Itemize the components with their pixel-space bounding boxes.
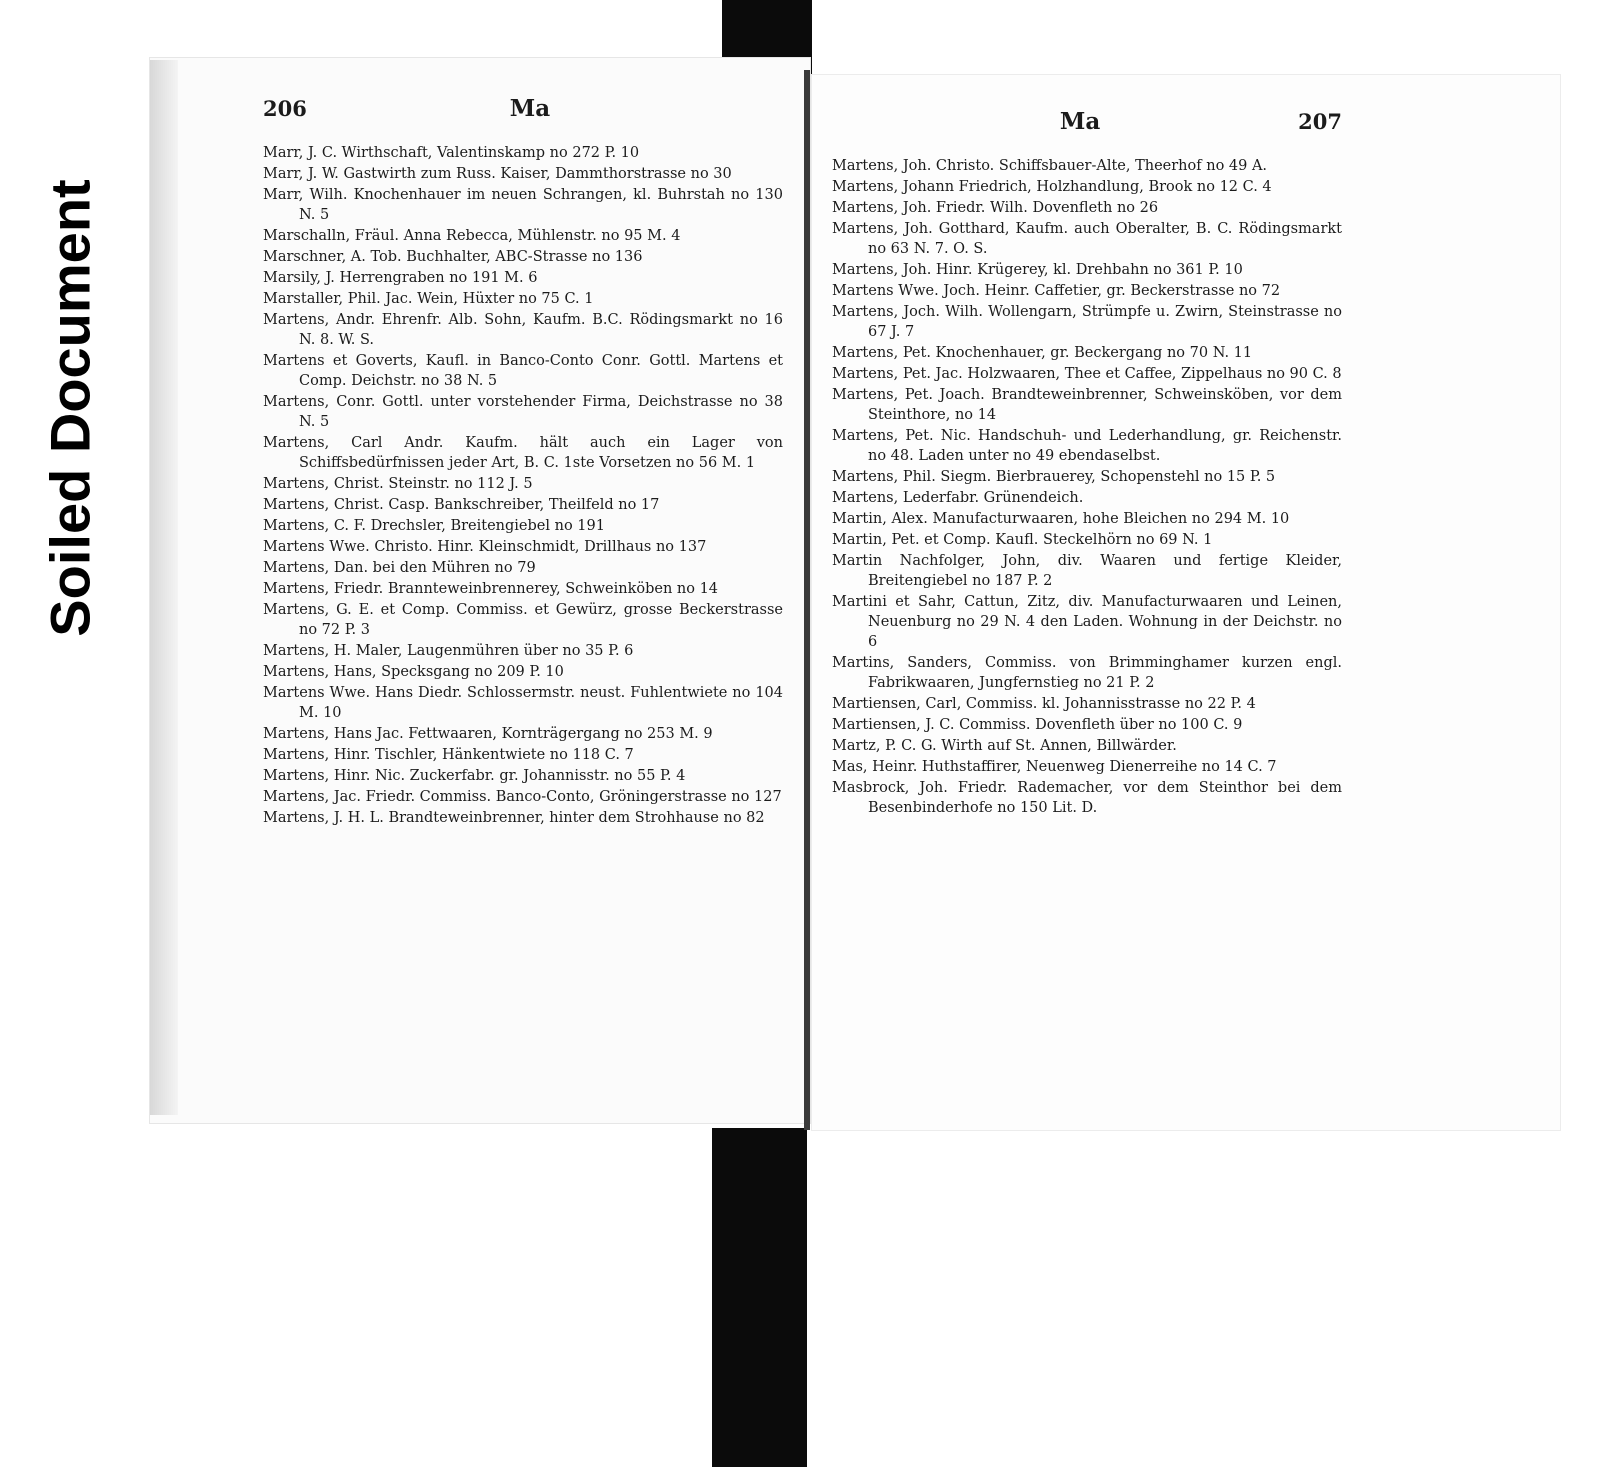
directory-entry: Martiensen, J. C. Commiss. Dovenfleth über no 100 C. 9 xyxy=(832,717,1243,733)
directory-entry: Martens, C. F. Drechsler, Breitengiebel no 191 xyxy=(263,518,605,534)
directory-entry: Martens, Christ. Steinstr. no 112 J. 5 xyxy=(263,476,533,492)
directory-entry: Martin Nachfolger, John, div. Waaren und fertige Kleider, Breitengiebel no 187 P. 2 xyxy=(832,553,1342,589)
directory-entry: Martin, Alex. Manufacturwaaren, hohe Bleichen no 294 M. 10 xyxy=(832,511,1290,527)
directory-entry: Martens, Johann Friedrich, Holzhandlung, Brook no 12 C. 4 xyxy=(832,179,1272,195)
directory-entry: Martens, Pet. Knochenhauer, gr. Beckergang no 70 N. 11 xyxy=(832,345,1253,361)
directory-entry: Marstaller, Phil. Jac. Wein, Hüxter no 75 C. 1 xyxy=(263,291,594,307)
directory-entry: Martens, Carl Andr. Kaufm. hält auch ein Lager von Schiffsbedürfnissen jeder Art, B. C. 1ste Vorsetzen no 56 M. 1 xyxy=(263,435,783,471)
directory-entry: Marr, Wilh. Knochenhauer im neuen Schrangen, kl. Buhrstah no 130 N. 5 xyxy=(263,187,783,223)
right-page xyxy=(832,108,1342,819)
directory-entry: Martens Wwe. Hans Diedr. Schlossermstr. neust. Fuhlentwiete no 104 M. 10 xyxy=(263,685,783,721)
directory-entry: Martens, Pet. Joach. Brandteweinbrenner, Schweinsköben, vor dem Steinthore, no 14 xyxy=(832,387,1342,423)
directory-entry: Martens, Lederfabr. Grünendeich. xyxy=(832,490,1084,506)
left-page xyxy=(263,95,783,829)
directory-entry: Marr, J. C. Wirthschaft, Valentinskamp no 272 P. 10 xyxy=(263,145,640,161)
directory-entry: Martens, Hans Jac. Fettwaaren, Kornträgergang no 253 M. 9 xyxy=(263,726,713,742)
directory-entry: Martins, Sanders, Commiss. von Brimminghamer kurzen engl. Fabrikwaaren, Jungfernstieg no 21 P. 2 xyxy=(832,655,1342,691)
left-page-number: 206 xyxy=(263,96,307,121)
directory-entry: Martens, Friedr. Brannteweinbrennerey, Schweinköben no 14 xyxy=(263,581,719,597)
directory-entry: Martens, Conr. Gottl. unter vorstehender Firma, Deichstrasse no 38 N. 5 xyxy=(263,394,783,430)
right-page-number: 207 xyxy=(1298,109,1342,134)
directory-entry: Martens, Hans, Specksgang no 209 P. 10 xyxy=(263,664,564,680)
left-directory-entries xyxy=(263,143,783,828)
right-section-heading: Ma xyxy=(1059,108,1101,135)
directory-entry: Martens et Goverts, Kaufl. in Banco-Conto Conr. Gottl. Martens et Comp. Deichstr. no 38 N. 5 xyxy=(263,353,783,389)
directory-entry: Martens, Hinr. Tischler, Hänkentwiete no 118 C. 7 xyxy=(263,747,634,763)
right-directory-entries xyxy=(832,156,1342,818)
directory-entry: Martens, Pet. Jac. Holzwaaren, Thee et Caffee, Zippelhaus no 90 C. 8 xyxy=(832,366,1342,382)
directory-entry: Martiensen, Carl, Commiss. kl. Johannisstrasse no 22 P. 4 xyxy=(832,696,1256,712)
directory-entry: Masbrock, Joh. Friedr. Rademacher, vor dem Steinthor bei dem Besenbinderhofe no 150 Lit. D. xyxy=(832,780,1342,816)
directory-entry: Marschalln, Fräul. Anna Rebecca, Mühlenstr. no 95 M. 4 xyxy=(263,228,681,244)
directory-entry: Martens, Hinr. Nic. Zuckerfabr. gr. Johannisstr. no 55 P. 4 xyxy=(263,768,686,784)
directory-entry: Marsily, J. Herrengraben no 191 M. 6 xyxy=(263,270,538,286)
directory-entry: Martens, Dan. bei den Mühren no 79 xyxy=(263,560,536,576)
left-page-header xyxy=(263,95,783,143)
directory-entry: Mas, Heinr. Huthstaffirer, Neuenweg Dienerreihe no 14 C. 7 xyxy=(832,759,1277,775)
directory-entry: Martens, Joh. Hinr. Krügerey, kl. Drehbahn no 361 P. 10 xyxy=(832,262,1243,278)
directory-entry: Martens, Phil. Siegm. Bierbrauerey, Schopenstehl no 15 P. 5 xyxy=(832,469,1276,485)
binding-spine-bottom xyxy=(712,1128,807,1467)
stamp-text: Soiled Document xyxy=(38,178,102,637)
directory-entry: Martens Wwe. Joch. Heinr. Caffetier, gr. Beckerstrasse no 72 xyxy=(832,283,1281,299)
directory-entry: Martens, Andr. Ehrenfr. Alb. Sohn, Kaufm. B.C. Rödingsmarkt no 16 N. 8. W. S. xyxy=(263,312,783,348)
directory-entry: Martens, J. H. L. Brandteweinbrenner, hinter dem Strohhause no 82 xyxy=(263,810,765,826)
soiled-document-stamp xyxy=(30,145,110,670)
directory-entry: Martens, H. Maler, Laugenmühren über no 35 P. 6 xyxy=(263,643,634,659)
right-page-header xyxy=(832,108,1342,156)
directory-entry: Martin, Pet. et Comp. Kaufl. Steckelhörn no 69 N. 1 xyxy=(832,532,1213,548)
left-section-heading: Ma xyxy=(509,95,551,122)
directory-entry: Martens, Christ. Casp. Bankschreiber, Theilfeld no 17 xyxy=(263,497,660,513)
directory-entry: Marschner, A. Tob. Buchhalter, ABC-Strasse no 136 xyxy=(263,249,643,265)
directory-entry: Marr, J. W. Gastwirth zum Russ. Kaiser, Dammthorstrasse no 30 xyxy=(263,166,732,182)
book-gutter xyxy=(804,70,810,1130)
directory-entry: Martz, P. C. G. Wirth auf St. Annen, Billwärder. xyxy=(832,738,1177,754)
directory-entry: Martens, Jac. Friedr. Commiss. Banco-Conto, Gröningerstrasse no 127 xyxy=(263,789,782,805)
directory-entry: Martens Wwe. Christo. Hinr. Kleinschmidt, Drillhaus no 137 xyxy=(263,539,707,555)
directory-entry: Martens, Joch. Wilh. Wollengarn, Strümpfe u. Zwirn, Steinstrasse no 67 J. 7 xyxy=(832,304,1342,340)
directory-entry: Martens, Joh. Gotthard, Kaufm. auch Oberalter, B. C. Rödingsmarkt no 63 N. 7. O. S. xyxy=(832,221,1342,257)
directory-entry: Martens, Pet. Nic. Handschuh- und Lederhandlung, gr. Reichenstr. no 48. Laden unter no 49 ebendaselbst. xyxy=(832,428,1342,464)
directory-entry: Martini et Sahr, Cattun, Zitz, div. Manufacturwaaren und Leinen, Neuenburg no 29 N. 4 den Laden. Wohnung in der Deichstr. no 6 xyxy=(832,594,1342,650)
directory-entry: Martens, G. E. et Comp. Commiss. et Gewürz, grosse Beckerstrasse no 72 P. 3 xyxy=(263,602,783,638)
directory-entry: Martens, Joh. Christo. Schiffsbauer-Alte, Theerhof no 49 A. xyxy=(832,158,1268,174)
directory-entry: Martens, Joh. Friedr. Wilh. Dovenfleth no 26 xyxy=(832,200,1159,216)
left-page-edge xyxy=(150,60,178,1115)
